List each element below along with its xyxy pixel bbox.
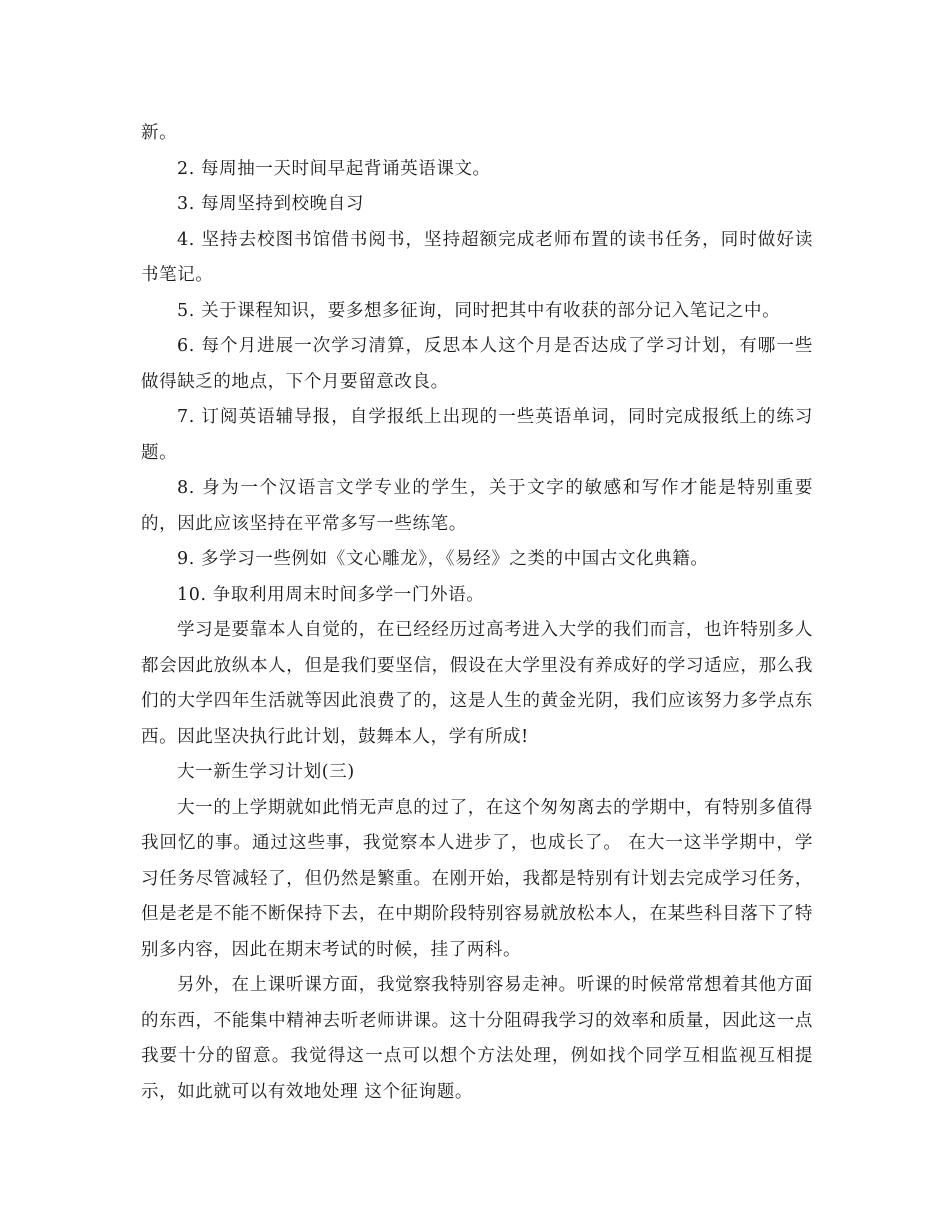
section-heading: 大一新生学习计划(三) [177,762,355,782]
list-item-9: 9. 多学习一些例如《文心雕龙》，《易经》之类的中国古文化典籍。 [177,549,709,569]
paragraph-attention: 另外，在上课听课方面，我觉察我特别容易走神。听课的时候常常想着其他方面的东西，不能集中精神去听老师讲课。这十分阻碍我学习的效率和质量，因此这一点我要十分的留意。我觉得这一点可以想个方法处理，例如找个同学互相监视互相提示，如此就可以有效地处理 这个征询题。 [141,975,813,1102]
list-item-7: 7. 订阅英语辅导报，自学报纸上出现的一些英语单词，同时完成报纸上的练习题。 [141,407,813,463]
document-body [141,116,813,1110]
list-item-5: 5. 关于课程知识，要多想多征询，同时把其中有收获的部分记入笔记之中。 [177,300,781,321]
list-item-2: 2. 每周抽一天时间早起背诵英语课文。 [177,158,491,179]
list-item-6: 6. 每个月进展一次学习清算，反思本人这个月是否达成了学习计划，有哪一些做得缺乏的地点，下个月要留意改良。 [141,336,813,392]
list-item-3: 3. 每周坚持到校晚自习 [177,194,364,214]
list-item-4: 4. 坚持去校图书馆借书阅书，坚持超额完成老师布置的读书任务，同时做好读书笔记。 [141,229,813,285]
list-item-8: 8. 身为一个汉语言文学专业的学生，关于文字的敏感和写作才能是特别重要的，因此应该坚持在平常多写一些练笔。 [141,478,813,534]
paragraph-semester-review: 大一的上学期就如此悄无声息的过了，在这个匆匆离去的学期中，有特别多值得我回忆的事。通过这些事，我觉察本人进步了，也成长了。 在大一这半学期中，学习任务尽管减轻了，但仍然是繁重。在刚开始，我都是特别有计划去完成学习任务，但是老是不能不断保持下去，在中期阶段特别容易就放松本人，在某些科目落下了特别多内容，因此在期末考试的时候，挂了两科。 [141,797,813,960]
paragraph-continuation: 新。 [141,123,178,143]
paragraph-conclusion: 学习是要靠本人自觉的，在已经经历过高考进入大学的我们而言，也许特别多人都会因此放纵本人，但是我们要坚信，假设在大学里没有养成好的学习适应，那么我们的大学四年生活就等因此浪费了的，这是人生的黄金光阴，我们应该努力多学点东西。因此坚决执行此计划，鼓舞本人，学有所成! [141,620,813,747]
list-item-10: 10. 争取利用周末时间多学一门外语。 [177,584,485,605]
